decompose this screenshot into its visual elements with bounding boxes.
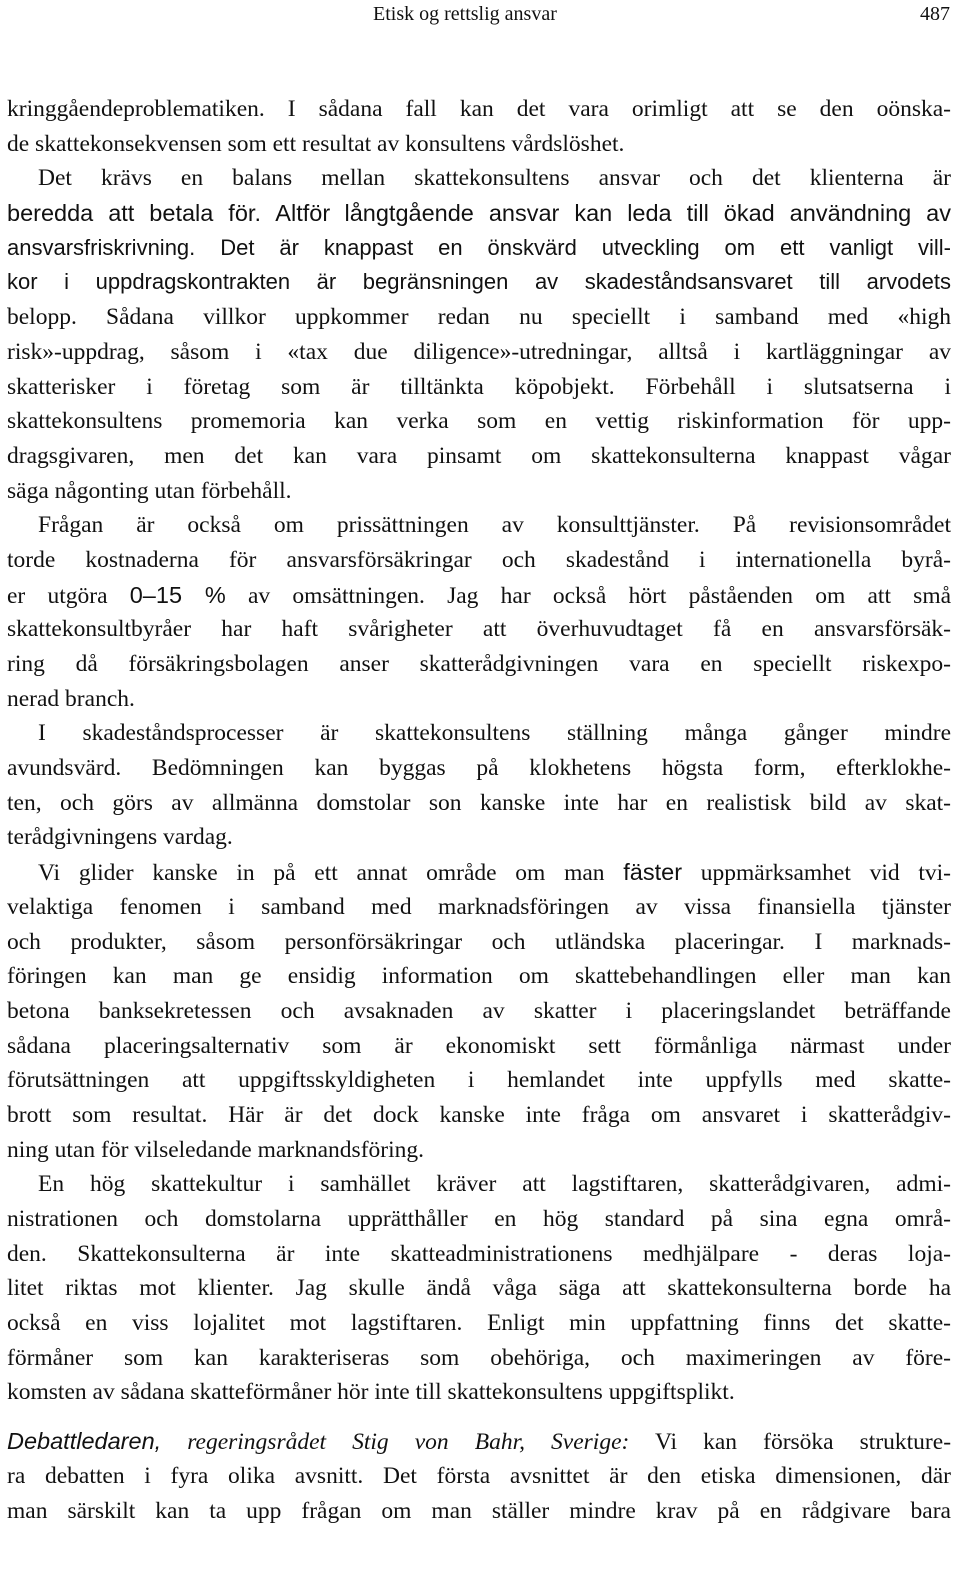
text-line: ring då försäkringsbolagen anser skatterådgivningen vara en speciellt riskexpo- bbox=[7, 651, 951, 677]
text-line: kringgåendeproblematiken. I sådana fall kan det vara orimligt att se den oönska- bbox=[7, 96, 951, 122]
text-line: den. Skattekonsulterna är inte skatteadministrationens medhjälpare - deras loja- bbox=[7, 1240, 951, 1267]
text-line: dragsgivaren, men det kan vara pinsamt om skattekonsulterna knappast vågar bbox=[7, 442, 951, 469]
page-number: 487 bbox=[920, 3, 950, 25]
text-line: belopp. Sådana villkor uppkommer redan nu speciellt i samband med «high bbox=[7, 304, 951, 331]
text-line: förutsättningen att uppgiftsskyldigheten i hemlandet inte uppfylls med skatte- bbox=[7, 1067, 951, 1094]
text-line: ten, och görs av allmänna domstolar son kanske inte har en realistisk bild av skat- bbox=[7, 789, 951, 816]
text-span: 0–15 % bbox=[129, 581, 226, 608]
running-head-title: Etisk og rettslig ansvar bbox=[373, 3, 557, 25]
text-line: terådgivningens vardag. bbox=[7, 824, 233, 851]
text-line: En hög skattekultur i samhället kräver att lagstiftaren, skatterådgivaren, admi- bbox=[38, 1171, 951, 1198]
text-span: Altför bbox=[275, 200, 331, 227]
text-line: skatterisker i företag som är tilltänkta köpobjekt. Förbehåll i slutsatserna i bbox=[7, 373, 951, 400]
text-line: kor i uppdragskontrakten är begränsningen av skadeståndsansvaret till arvodets bbox=[7, 269, 951, 295]
text-line: velaktiga fenomen i samband med marknadsföringen av vissa finansiella tjänster bbox=[7, 893, 951, 920]
text-line: de skattekonsekvensen som ett resultat av konsultens vårdslöshet. bbox=[7, 130, 625, 157]
text-line: nistrationen och domstolarna upprätthåller en hög standard på sina egna områ- bbox=[7, 1206, 951, 1232]
text-line: ning utan för vilseledande marknandsföring. bbox=[7, 1136, 425, 1163]
text-line: litet riktas mot klienter. Jag skulle ändå våga säga att skattekonsulterna borde ha bbox=[7, 1275, 951, 1302]
text-line: torde kostnaderna för ansvarsförsäkringar och skadestånd i internationella byrå- bbox=[7, 546, 951, 573]
text-line: föringen kan man ge ensidig information om skattebehandlingen eller man kan bbox=[7, 963, 951, 990]
text-span: Vi kan försöka strukture- bbox=[654, 1429, 952, 1456]
text-line: komsten av sådana skatteförmåner hör inte till skattekonsultens uppgiftsplikt. bbox=[7, 1379, 735, 1406]
text-line bbox=[7, 578, 951, 613]
text-line: ansvarsfriskrivning. Det är knappast en önskvärd utveckling om ett vanligt vill- bbox=[7, 234, 951, 260]
text-line: förmåner som kan karakteriseras som obehöriga, och maximeringen av före- bbox=[7, 1344, 951, 1371]
text-span: långtgående ansvar kan leda till ökad användning av bbox=[344, 200, 952, 227]
text-line: risk»-uppdrag, såsom i «tax due diligence»-utredningar, alltså i kartläggningar av bbox=[7, 338, 951, 365]
running-head bbox=[0, 2, 960, 26]
section-gap bbox=[7, 1410, 951, 1424]
text-line: nerad branch. bbox=[7, 685, 135, 712]
text-span: av omsättningen. Jag har också hört påståenden om att små bbox=[248, 582, 952, 609]
text-line: I skadeståndsprocesser är skattekonsultens ställning många gånger mindre bbox=[38, 720, 951, 747]
body-text bbox=[7, 92, 951, 1528]
text-line: betona banksekretessen och avsaknaden av skatter i placeringslandet beträffande bbox=[7, 997, 951, 1024]
text-line bbox=[7, 1424, 951, 1459]
text-line: sådana placeringsalternativ som är ekonomiskt sett förmånliga närmast under bbox=[7, 1032, 951, 1059]
text-line: och produkter, såsom personförsäkringar och utländska placeringar. I marknads- bbox=[7, 928, 951, 955]
text-line bbox=[7, 196, 951, 231]
text-line: säga någonting utan förbehåll. bbox=[7, 477, 292, 504]
text-line: brott som resultat. Här är det dock kanske inte fråga om ansvaret i skatterådgiv- bbox=[7, 1101, 951, 1128]
text-line: man särskilt kan ta upp frågan om man ställer mindre krav på en rådgivare bara bbox=[7, 1497, 951, 1524]
speaker-role: Debattledaren, bbox=[7, 1428, 162, 1455]
text-line: Frågan är också om prissättningen av konsulttjänster. På revisionsområdet bbox=[38, 512, 951, 539]
speaker-name: regeringsrådet Stig von Bahr, Sverige: bbox=[187, 1429, 630, 1456]
text-span: er utgöra bbox=[7, 582, 108, 609]
text-span: uppmärksamhet vid tvi- bbox=[700, 860, 952, 887]
text-line: Det krävs en balans mellan skattekonsultens ansvar och det klienterna är bbox=[38, 165, 951, 192]
text-span: beredda att betala för. bbox=[7, 200, 261, 227]
text-line: också en viss lojalitet mot lagstiftaren. Enligt min uppfattning finns det skatte- bbox=[7, 1310, 951, 1337]
text-line: ra debatten i fyra olika avsnitt. Det första avsnittet är den etiska dimensionen, där bbox=[7, 1462, 951, 1489]
text-line: avundsvärd. Bedömningen kan byggas på klokhetens högsta form, efterklokhe- bbox=[7, 755, 951, 782]
text-line: skattekonsultbyråer har haft svårigheter att överhuvudtaget få en ansvarsförsäk- bbox=[7, 616, 951, 643]
text-span: fäster bbox=[623, 859, 683, 886]
text-span: Vi glider kanske in på ett annat område om man bbox=[38, 860, 605, 887]
text-line: skattekonsultens promemoria kan verka som en vettig riskinformation för upp- bbox=[7, 408, 951, 435]
text-line bbox=[7, 855, 951, 890]
